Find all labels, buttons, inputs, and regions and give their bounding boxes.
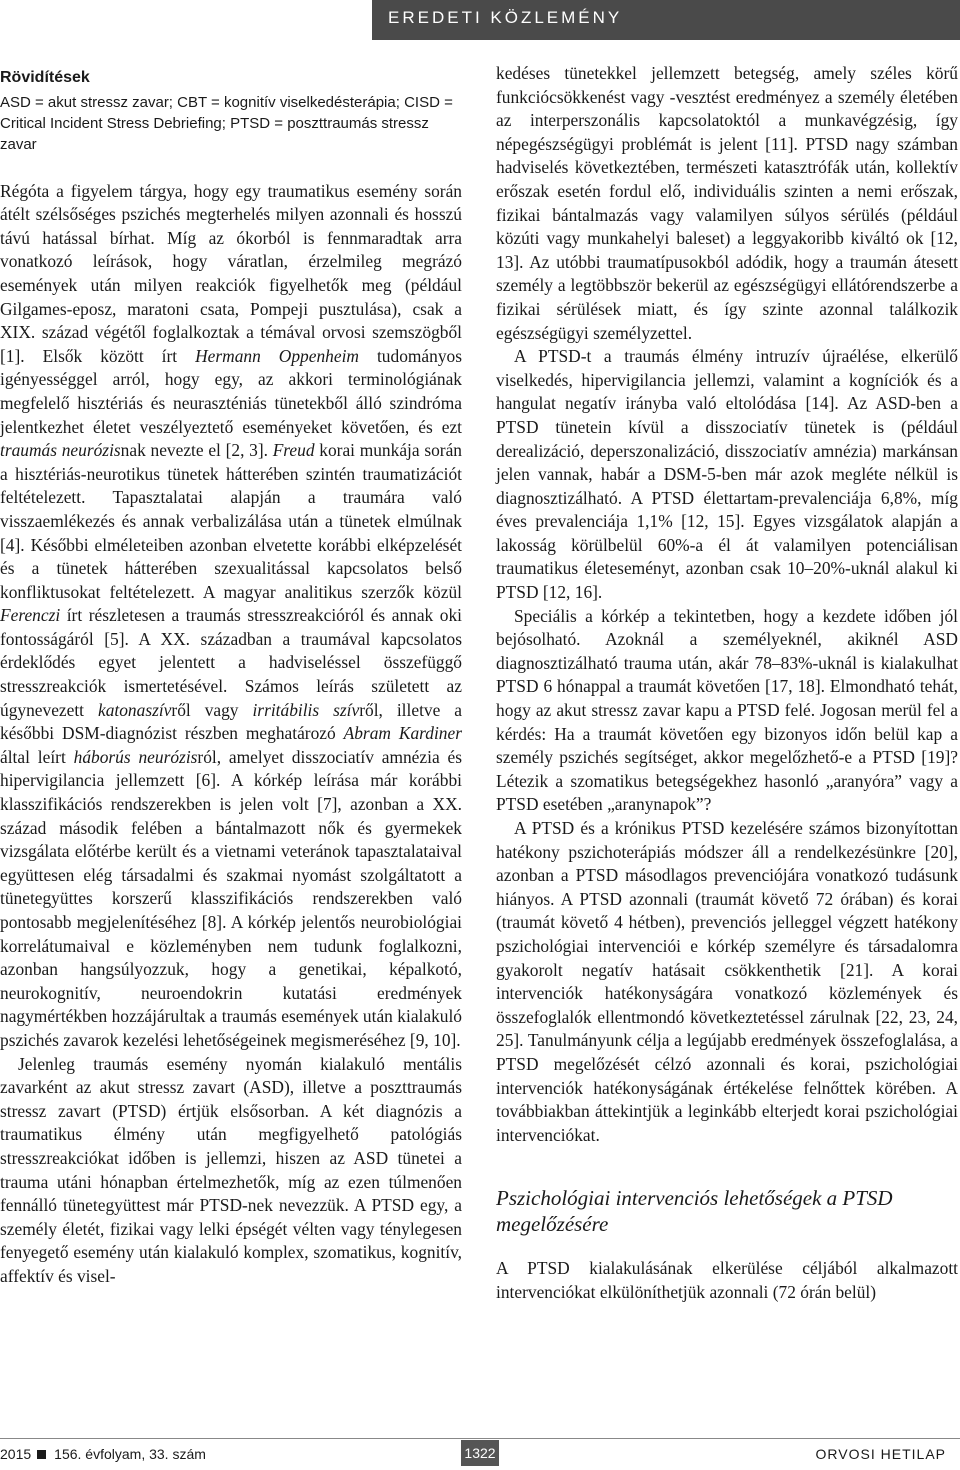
author-name: Hermann Oppenheim: [195, 345, 359, 366]
abbreviations-text: ASD = akut stressz zavar; CBT = kognitív viselkedésterápia; CISD = Critical Incident Stress Debriefing; PTSD = poszttraumás stressz zavar: [0, 93, 453, 153]
header-bar: [372, 0, 960, 40]
term: irritábilis szív: [252, 699, 360, 720]
section-label: EREDETI KÖZLEMÉNY: [388, 8, 623, 27]
left-paragraph-2: Jelenleg traumás esemény nyomán kialakuló mentális zavarként az akut stressz zavart (ASD), illetve a poszttraumás stressz zavart (PTSD) értjük elsősorban. A két diagnózis a traumatikus élmény után megfigyelhető patológiás stresszreakciókat időben is jellemzi, hiszen az ASD tünetei a trauma utáni hónapban értelmezhetők, míg az ezen túlmenően fennálló tünetegyüttest már PTSD-nek nevezzük. A PTSD egy, a személy életét, fizikai vagy lelki épségét vélten vagy ténylegesen fenyegető esemény után kialakuló komplex, szomatikus, kognitív, affektív és visel-: [0, 1053, 462, 1286]
page-number: 1322: [461, 1440, 499, 1466]
term: katonaszív: [97, 699, 172, 720]
footer-issue-info: [0, 1446, 206, 1462]
footer-year: 2015: [0, 1446, 32, 1462]
journal-name: ORVOSI HETILAP: [815, 1446, 946, 1462]
right-paragraph-3: Speciális a kórkép a tekintetben, hogy a kezdete időben jól bejósolható. Azoknál a személyeknél, akiknél ASD diagnosztizálható trauma után, akár 78–83%-uknál is kialakulhat PTSD 6 hónappal a traumát követően [17, 18]. Elmondható tehát, hogy az akut stressz zavar kapu a PTSD felé. Jogosan merül fel a kérdés: Ha a traumát követően egy bizonyos időn belül kap a személy pszichés segítséget, akkor megelőzhető-e a PTSD [19]? Létezik a szomatikus betegségekhez hasonló „aranyóra” vagy a PTSD esetében „aranynapok”?: [496, 605, 958, 815]
term: traumás neurózis: [0, 440, 121, 461]
abbreviations-title: Rövidítések: [0, 69, 90, 86]
term: háborús neurózis: [73, 746, 198, 767]
left-column: [0, 62, 462, 1289]
footer-divider: [0, 1438, 960, 1439]
author-name: Freud: [272, 440, 315, 461]
right-paragraph-2: A PTSD-t a traumás élmény intruzív újraélése, elkerülő viselkedés, hipervigilancia jellemzi, valamint a kogníciók és a hangulat negatív irányba való eltolódása [14]. Az ASD-ben a PTSD tünetein kívül a disszociatív tünetek is (például derealizáció, deperszonalizáció, disszociatív amnézia) markánsan jelen vannak, habár a DSM-5-ben már azok megléte nélkül is diagnosztizálható. A PTSD élettartam-prevalenciája 6,8%, míg éves prevalenciája 1,1% [12, 15]. Egyes vizsgálatok alapján a lakosság körülbelül 60%-a él át valamilyen potenciálisan traumatikus életeseményt, azonban csak 10–20%-uknál alakul ki PTSD [12, 16].: [496, 346, 958, 603]
author-name: Ferenczi: [0, 605, 61, 626]
right-paragraph-4: A PTSD és a krónikus PTSD kezelésére számos bizonyítottan hatékony pszichoterápiás módszer áll a rendelkezésünkre [20], azonban a PTSD másodlagos prevenciójára vonatkozó tudásunk hiányos. A PTSD azonnali (traumát követő 72 órában) és korai (traumát követő 4 hétben), prevenciós jelleggel végzett hatékony pszichológiai intervenciói e kórkép személyre és társadalomra gyakorolt negatív hatásait csökkenthetik [21]. A korai intervenciók hatékonyságára vonatkozó közlemények és összefoglalók ellentmondó következtetéssel zárulnak [22, 23, 24, 25]. Tanulmányunk célja a legújabb eredmények összefoglalása, a PTSD megelőzését célzó azonnali és korai, pszichológiai intervenciók hatékonyságának értékelése felnőttek körében. A továbbiakban áttekintjük a leginkább elterjedt korai pszichológiai intervenciókat.: [496, 818, 958, 1145]
right-column: [496, 62, 958, 1305]
right-paragraph-5: A PTSD kialakulásának elkerülése céljából alkalmazott intervenciókat elkülöníthetjük azonnali (72 órán belül): [496, 1258, 958, 1302]
author-name: Abram Kardiner: [343, 723, 462, 744]
footer-issue: 156. évfolyam, 33. szám: [54, 1446, 206, 1462]
square-bullet-icon: [37, 1450, 46, 1459]
section-heading: Pszichológiai intervenciós lehetőségek a PTSD megelőzésére: [496, 1186, 893, 1237]
left-paragraph-1: Régóta a figyelem tárgya, hogy egy traumatikus esemény során átélt szélsőséges pszichés megterhelés milyen azonnali és hosszú távú hatással bírhat. Míg az ókorból is fennmaradtak arra vonatkozó leírások, hogy váratlan, érzelmileg megrázó események után milyen reakciók figyelhetők meg (például Gilgames-eposz, maratoni csata, Pompeji pusztulása), csak a XIX. század végétől foglalkoztak a témával orvosi szemszögből [1]. Elsők között írt Hermann Oppenheim tudományos igényességgel arról, hogy egy, az akkori terminológiának megfelelő hisztériás és neuraszténiás tünetekből álló szindróma jelentkezhet életet veszélyeztető eseményeket követően, és ezt traumás neurózisnak nevezte el [2, 3]. Freud korai munkája során a hisztériás-neurotikus tünetek hátterében szintén traumatizációt feltételezett. Tapasztalatai alapján a traumára való visszaemlékezés és annak verbalizálása után a tünetek elmúlnak [4]. Későbbi elméleteiben azonban elvetette korábbi elképzelését és a tünetek hátterében szexualitással kapcsolatos belső konfliktusokat feltételezett. A magyar analitikus szerzők közül Ferenczi írt részletesen a traumás stresszreakcióról és annak oki fontosságáról [5]. A XX. században a traumával kapcsolatos érdeklődés egyet jelentett a hadviseléssel összefüggő stresszreakciók ismertetésével. Számos leírás született az úgynevezett katonaszívről vagy irritábilis szívről, illetve a későbbi DSM-diagnózist részben meghatározó Abram Kardiner által leírt háborús neurózisról, amelyet disszociatív amnézia és hipervigilancia jellemzett [6]. A kórkép leírása már korábbi klasszifikációs rendszerekben is jelen volt [7], azonban a XX. század második felében a bántalmazott nők és gyermekek vizsgálata előtérbe került és a vietnami veteránok tapasztalataival együttesen elég társadalmi és szakmai nyomást szolgáltatott a tünetegyüttes korszerű klasszifikációs rendszerekben való pontosabb megjelenítéséhez [8]. A kórkép jelentős neurobiológiai korrelátumaival e közleményben nem tudunk foglalkozni, azonban hangsúlyozzuk, hogy a genetikai, képalkotó, neurokognitív, neuroendokrin kutatási eredmények nagymértékben hozzájárultak a traumás események után kialakuló pszichés zavarok kezelési lehetőségeinek megismeréséhez [9, 10].: [0, 180, 462, 1050]
right-paragraph-1: kedéses tünetekkel jellemzett betegség, amely széles körű funkciócsökkenést vagy -vesztést eredményez a személy életében az interperszonális kapcsolatoktól a munkavégzésig, így népegészségügyi problémát is jelent [11]. PTSD nagy számban hadviselés következtében, természeti katasztrófák után, kollektív erőszak esetén fordul elő, individuális szinten a nemi erőszak, fizikai bántalmazás vagy valamilyen súlyos sérülés (például közúti vagy munkahelyi baleset) a leggyakoribb kiváltó ok [12, 13]. Az utóbbi traumatípusokból adódik, hogy a traumán átesett személy a legtöbbször bekerül az egészségügyi ellátórendszerbe a fizikai sérülések miatt, és így szinte azonnal találkozik egészségügyi személyzettel.: [496, 63, 958, 343]
